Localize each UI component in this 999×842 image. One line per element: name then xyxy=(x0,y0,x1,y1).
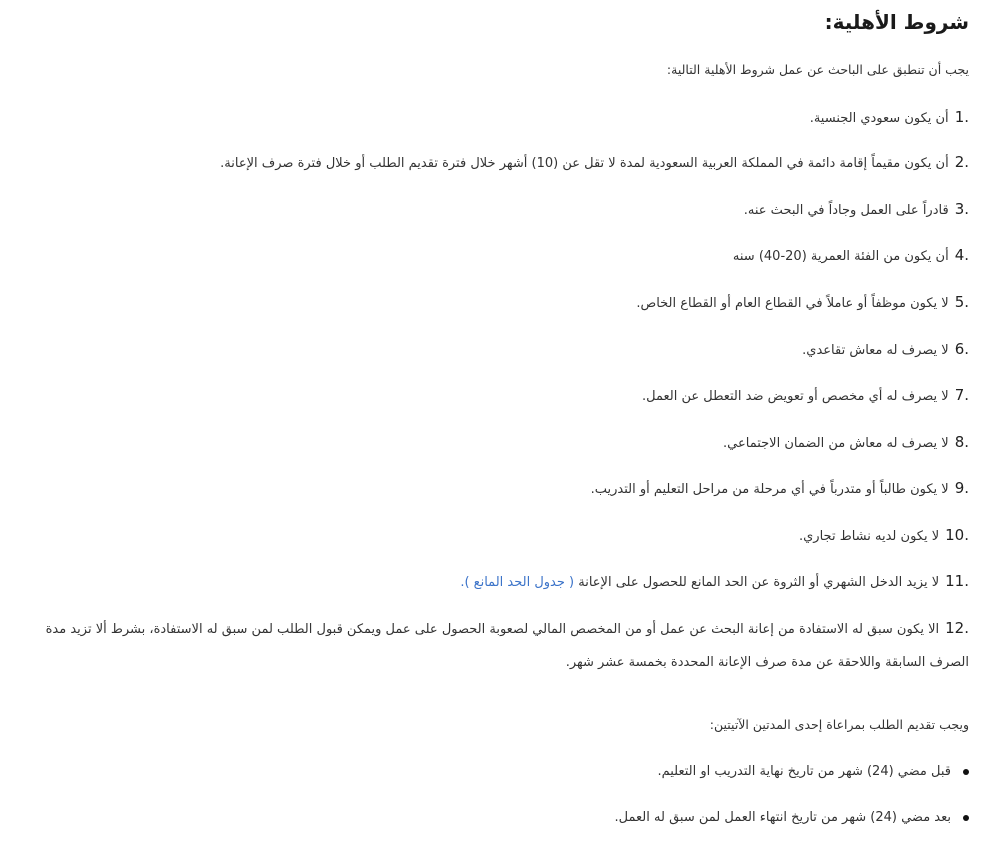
item-text: لا يكون لديه نشاط تجاري. xyxy=(799,529,940,544)
list-item xyxy=(636,293,969,311)
list-item xyxy=(733,246,969,264)
item-number: 4. xyxy=(954,246,969,264)
item-number: 7. xyxy=(954,386,969,404)
item-number: 12. xyxy=(945,619,969,637)
list-item xyxy=(591,479,969,497)
item-number: 2. xyxy=(954,153,969,171)
item-number: 1. xyxy=(954,108,969,126)
item-number: 9. xyxy=(954,479,969,497)
item-number: 3. xyxy=(954,200,969,218)
item-text: لا يكون موظفاً أو عاملاً في القطاع العام أو القطاع الخاص. xyxy=(636,296,949,311)
item-text: قادراً على العمل وجاداً في البحث عنه. xyxy=(743,203,949,218)
page-title: شروط الأهلية: xyxy=(824,10,969,34)
deadline-text: قبل مضي (24) شهر من تاريخ نهاية التدريب او التعليم. xyxy=(657,764,951,779)
item-number: 5. xyxy=(954,293,969,311)
list-item xyxy=(642,386,969,404)
threshold-table-link[interactable]: ( جدول الحد المانع ). xyxy=(460,575,575,590)
list-item xyxy=(220,153,969,171)
list-item xyxy=(657,764,969,779)
item-text: لا يصرف له أي مخصص أو تعويض ضد التعطل عن العمل. xyxy=(641,389,949,404)
intro-text: يجب أن تنطبق على الباحث عن عمل شروط الأهلية التالية: xyxy=(666,62,969,77)
list-item xyxy=(799,526,969,544)
list-item xyxy=(744,200,969,218)
list-item xyxy=(802,340,969,358)
item-number: 10. xyxy=(945,526,969,544)
list-item xyxy=(19,612,969,679)
item-text: لا يصرف له معاش تقاعدي. xyxy=(802,343,949,358)
deadline-text: بعد مضي (24) شهر من تاريخ انتهاء العمل لمن سبق له العمل. xyxy=(614,810,951,825)
list-item xyxy=(460,572,969,590)
item-text: الا يكون سبق له الاستفادة من إعانة البحث عن عمل أو من المخصص المالي لصعوبة الحصول على عمل ويمكن قبول الطلب لمن سبق له الاستفادة، بشرط ألا تزيد مدة الصرف السابقة واللاحقة عن مدة صرف الإعانة المحددة بخمسة عشر شهر. xyxy=(45,622,969,670)
item-text: لا يصرف له معاش من الضمان الاجتماعي. xyxy=(723,436,949,451)
list-item xyxy=(615,810,969,825)
item-number: 6. xyxy=(954,340,969,358)
item-text: أن يكون سعودي الجنسية. xyxy=(809,111,949,126)
list-item xyxy=(723,433,969,451)
item-text: لا يكون طالباً أو متدرباً في أي مرحلة من مراحل التعليم أو التدريب. xyxy=(590,482,949,497)
item-text: أن يكون مقيماً إقامة دائمة في المملكة العربية السعودية لمدة لا تقل عن (10) أشهر خلال فترة تقديم الطلب أو خلال فترة صرف الإعانة. xyxy=(220,156,949,171)
list-item xyxy=(810,108,969,126)
bullet-icon xyxy=(963,769,969,775)
item-number: 11. xyxy=(945,572,969,590)
item-text: أن يكون من الفئة العمرية (20-40) سنه xyxy=(732,249,949,264)
deadline-intro-text: ويجب تقديم الطلب بمراعاة إحدى المدتين الآتيتين: xyxy=(709,717,969,732)
item-number: 8. xyxy=(954,433,969,451)
bullet-icon xyxy=(963,815,969,821)
item-text: لا يزيد الدخل الشهري أو الثروة عن الحد المانع للحصول على الإعانة xyxy=(578,575,940,590)
